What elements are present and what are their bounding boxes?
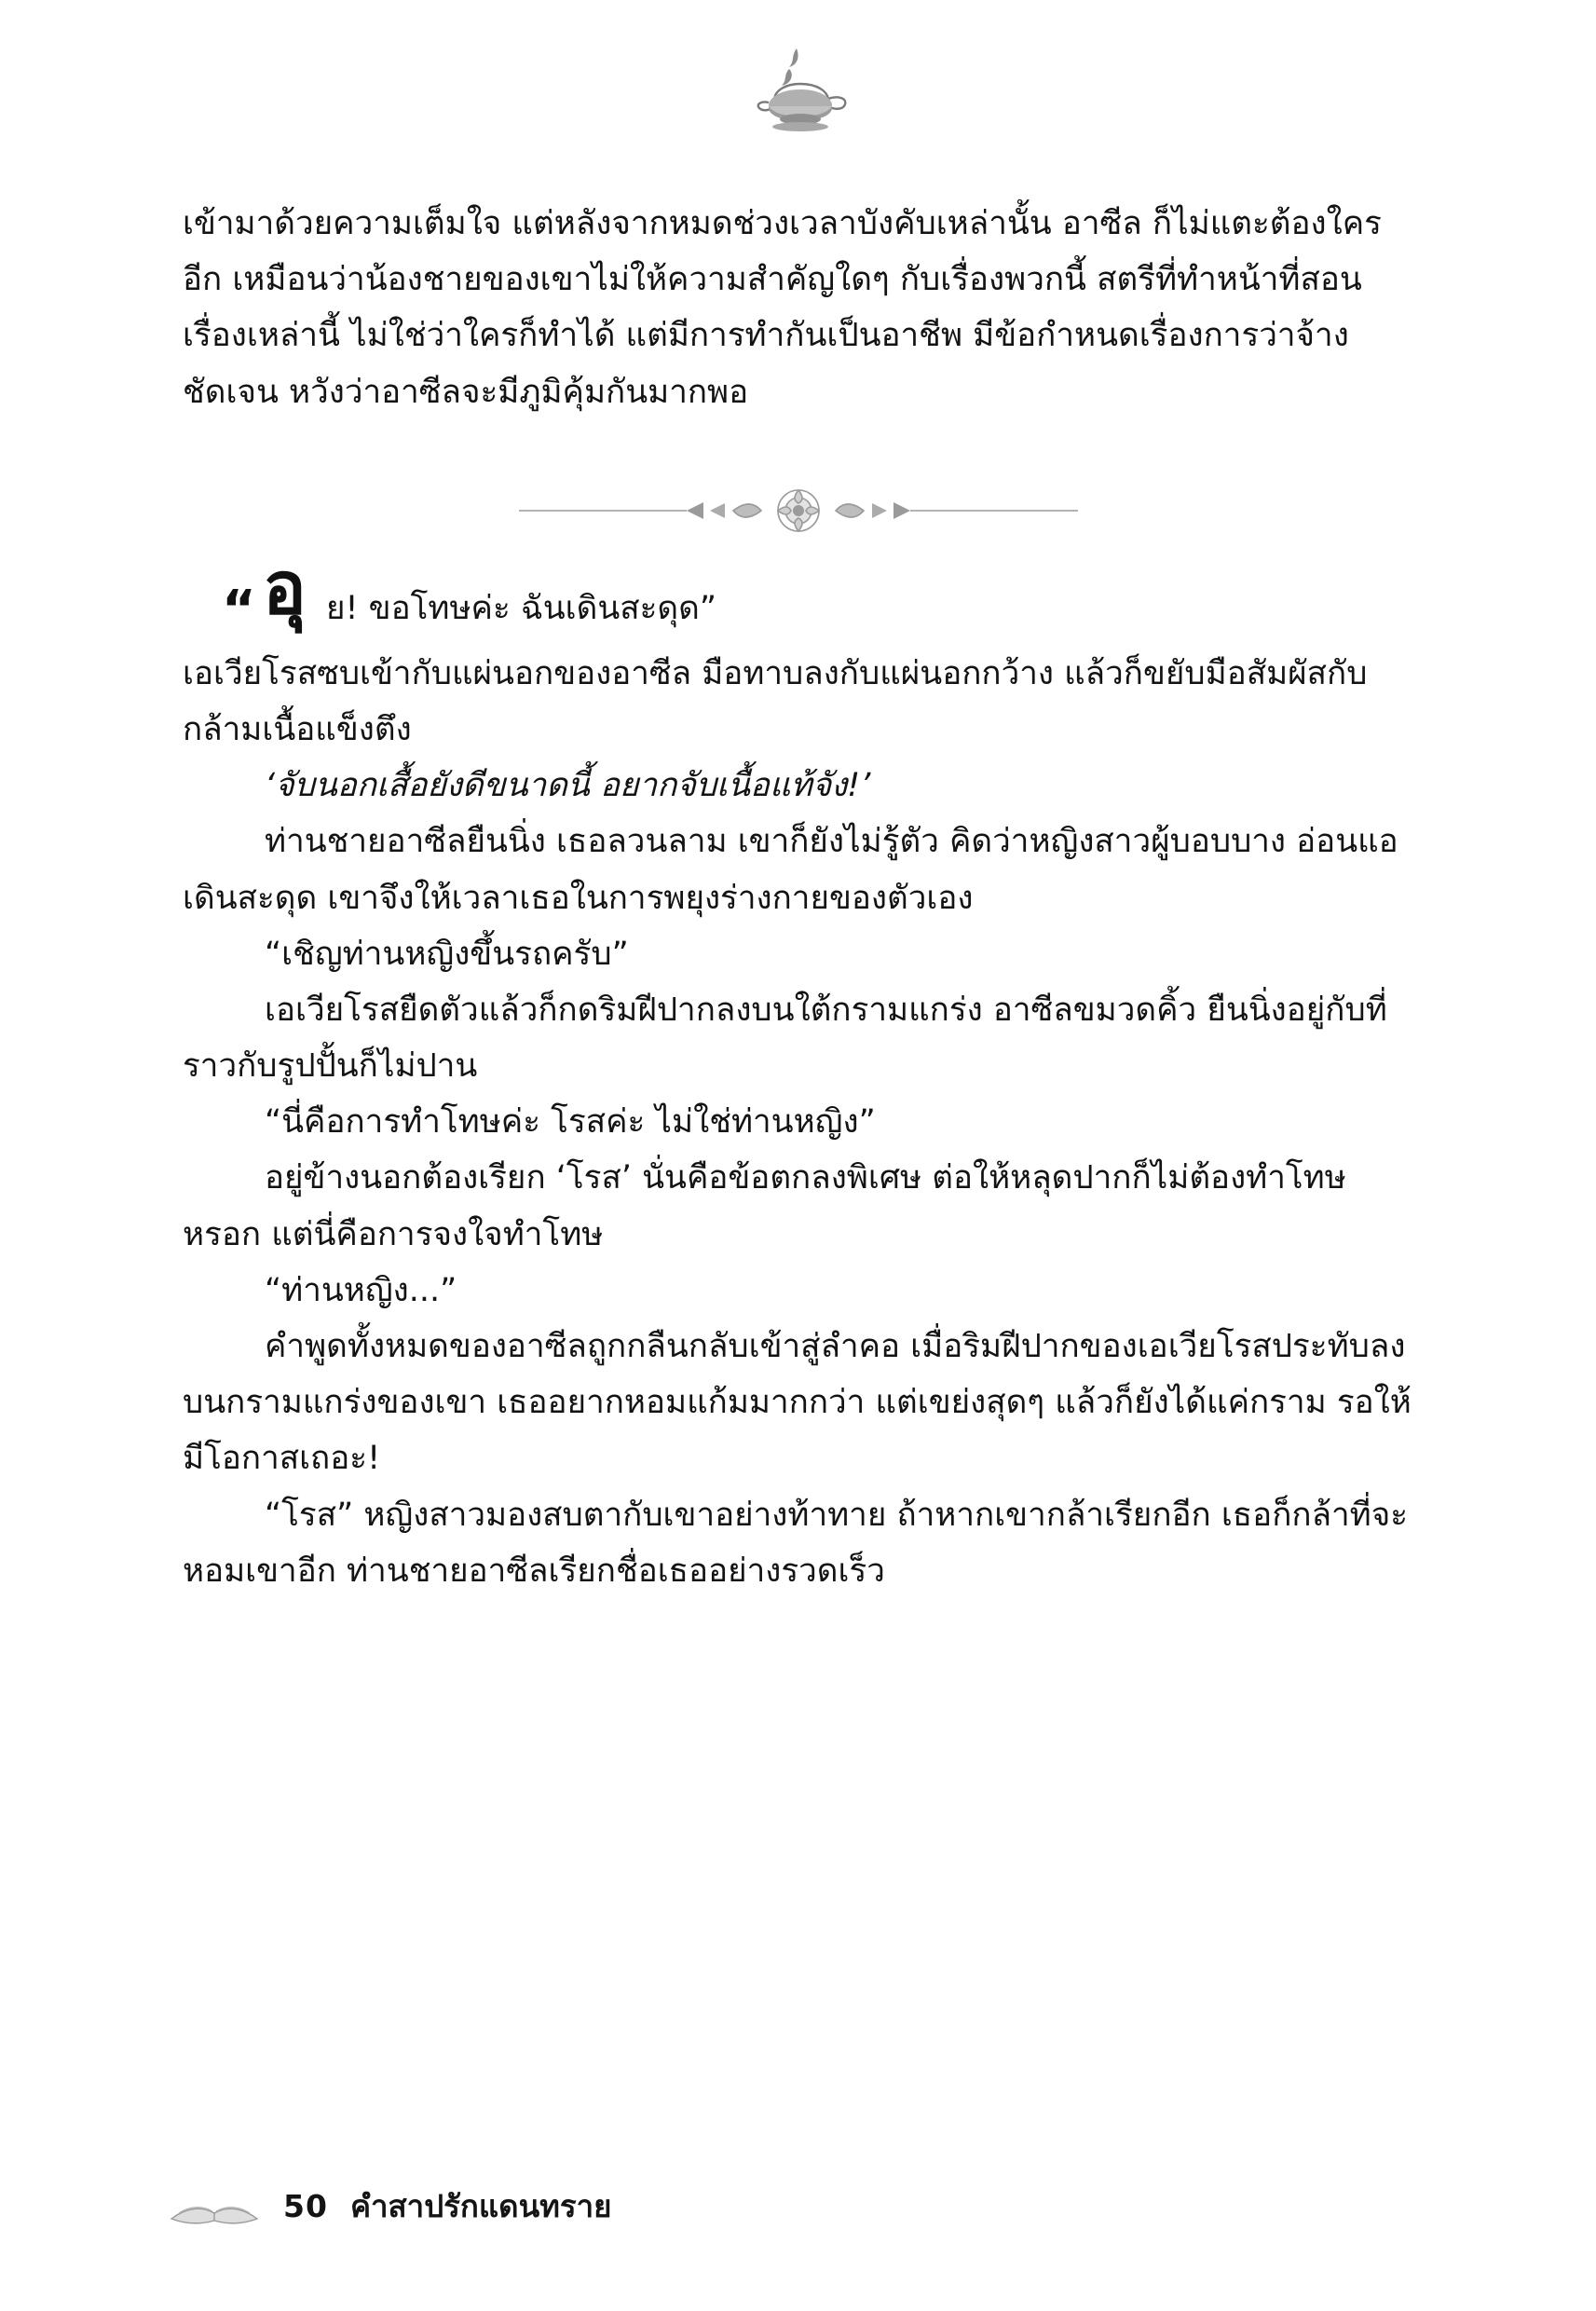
paragraph-2: ท่านชายอาซีลยืนนิ่ง เธอลวนลาม เขาก็ยังไม่รู้ตัว คิดว่าหญิงสาวผู้บอบบาง อ่อนแอ เดินสะดุด เขาจึงให้เวลาเธอในการพยุงร่างกายของตัวเอง bbox=[183, 823, 1398, 917]
header-ornament bbox=[0, 0, 1596, 121]
dropcap-line-rest: ย! ขอโทษค่ะ ฉันเดินสะดุด” bbox=[326, 589, 717, 627]
paragraph-4: เอเวียโรสยืดตัวแล้วก็กดริมฝีปากลงบนใต้กรามแกร่ง อาซีลขมวดคิ้ว ยืนนิ่งอยู่กับที่ราวกับรูปปั้นก็ไม่ปาน bbox=[183, 991, 1387, 1086]
genie-lamp-icon bbox=[743, 45, 854, 134]
drop-cap-letter: อุ bbox=[263, 546, 307, 631]
page-body bbox=[183, 196, 1413, 1599]
book-title: คำสาปรักแดนทราย bbox=[349, 2188, 612, 2224]
paragraph-dropcap bbox=[183, 546, 1413, 646]
paragraph-1: เอเวียโรสซบเข้ากับแผ่นอกของอาซีล มือทาบลงกับแผ่นอกกว้าง แล้วก็ขยับมือสัมผัสกับกล้ามเนื้อแข็งตึง bbox=[183, 654, 1368, 748]
paragraph-8: คำพูดทั้งหมดของอาซีลถูกกลืนกลับเข้าสู่ลำคอ เมื่อริมฝีปากของเอเวียโรสประทับลงบนกรามแกร่งของเขา เธออยากหอมแก้มมากกว่า แต่เขย่งสุดๆ แล้วก็ยังได้แค่กราม รอให้มีโอกาสเถอะ! bbox=[183, 1328, 1412, 1478]
page-footer bbox=[168, 2181, 611, 2231]
paragraph-italic-thought: ‘จับนอกเสื้อยังดีขนาดนี้ อยากจับเนื้อแท้จัง!’ bbox=[265, 767, 871, 805]
paragraph-3: “เชิญท่านหญิงขึ้นรถครับ” bbox=[265, 935, 629, 973]
open-quote-mark: “ bbox=[222, 579, 256, 640]
paragraph-6: อยู่ข้างนอกต้องเรียก ‘โรส’ นั่นคือข้อตกลงพิเศษ ต่อให้หลุดปากก็ไม่ต้องทำโทษหรอก แต่นี่คือการจงใจทำโทษ bbox=[183, 1159, 1346, 1253]
floral-divider-icon bbox=[510, 483, 1087, 539]
paragraph-7: “ท่านหญิง...” bbox=[265, 1271, 457, 1309]
page-number: 50 bbox=[283, 2188, 328, 2224]
paragraph-opening: เข้ามาด้วยความเต็มใจ แต่หลังจากหมดช่วงเวลาบังคับเหล่านั้น อาซีล ก็ไม่แตะต้องใครอีก เหมือนว่าน้องชายของเขาไม่ให้ความสำคัญใดๆ กับเรื่องพวกนี้ สตรีที่ทำหน้าที่สอนเรื่องเหล่านี้ ไม่ใช่ว่าใครก็ทำได้ แต่มีการทำกันเป็นอาชีพ มีข้อกำหนดเรื่องการว่าจ้างชัดเจน หวังว่าอาซีลจะมีภูมิคุ้มกันมากพอ bbox=[183, 205, 1382, 411]
paragraph-9: “โรส” หญิงสาวมองสบตากับเขาอย่างท้าทาย ถ้าหากเขากล้าเรียกอีก เธอก็กล้าที่จะหอมเขาอีก ท่านชายอาซีลเรียกชื่อเธออย่างรวดเร็ว bbox=[183, 1496, 1409, 1590]
paragraph-5: “นี่คือการทำโทษค่ะ โรสค่ะ ไม่ใช่ท่านหญิง” bbox=[265, 1103, 876, 1142]
open-book-icon bbox=[168, 2183, 261, 2230]
section-divider bbox=[183, 478, 1413, 543]
